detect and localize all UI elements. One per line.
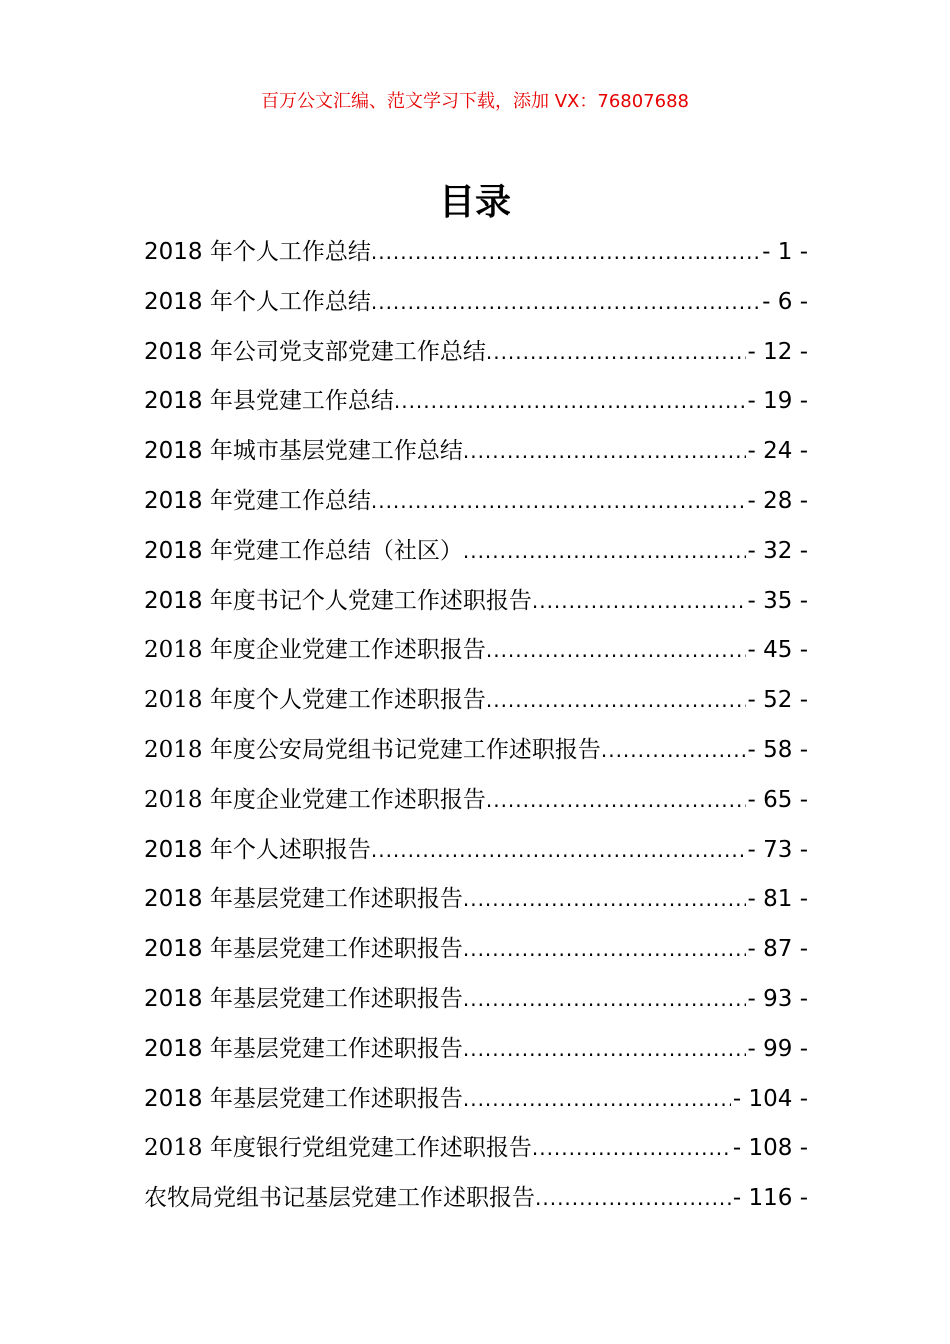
toc-entry-title: 2018 年基层党建工作述职报告 [144,886,463,913]
toc-entry-title: 2018 年县党建工作总结 [144,388,394,415]
toc-entry[interactable] [144,233,808,283]
toc-entry-page: - 35 - [747,587,808,614]
toc-leader-dots [463,930,746,968]
toc-entry-title: 2018 年党建工作总结 [144,487,371,514]
toc-entry-title: 2018 年基层党建工作述职报告 [144,1085,463,1112]
toc-entry[interactable] [144,781,808,831]
toc-entry-page: - 73 - [747,836,808,863]
toc-entry-title: 2018 年个人工作总结 [144,239,371,265]
toc-entry-page: - 12 - [747,338,808,365]
toc-entry-page: - 45 - [747,637,808,664]
toc-leader-dots [394,382,746,420]
toc-entry[interactable] [144,1080,808,1130]
toc-entry[interactable] [144,980,808,1030]
toc-leader-dots [532,1129,731,1167]
toc-leader-dots [486,631,746,669]
toc-leader-dots [371,482,746,520]
toc-entry[interactable] [144,333,808,383]
toc-entry[interactable] [144,382,808,432]
toc-entry-title: 2018 年基层党建工作述职报告 [144,936,463,963]
toc-leader-dots [463,532,746,570]
toc-leader-dots [535,1179,731,1217]
toc-leader-dots [463,1080,731,1118]
toc-entry-page: - 99 - [747,1035,808,1062]
toc-entry-page: - 93 - [747,985,808,1012]
toc-entry[interactable] [144,532,808,582]
toc-entry[interactable] [144,432,808,482]
toc-entry[interactable] [144,930,808,980]
toc-entry-page: - 116 - [732,1185,808,1212]
toc-entry-page: - 87 - [747,936,808,963]
toc-entry[interactable] [144,1030,808,1080]
toc-entry-title: 2018 年度银行党组党建工作述职报告 [144,1135,532,1162]
toc-entry-page: - 6 - [762,288,808,315]
toc-entry-title: 2018 年基层党建工作述职报告 [144,1035,463,1062]
toc-entry-title: 农牧局党组书记基层党建工作述职报告 [144,1185,535,1212]
toc-leader-dots [601,731,746,769]
toc-entry-page: - 24 - [747,438,808,465]
toc-entry-title: 2018 年度个人党建工作述职报告 [144,687,486,714]
toc-leader-dots [463,980,746,1018]
toc-leader-dots [463,1030,746,1068]
toc-entry[interactable] [144,631,808,681]
toc-entry-page: - 1 - [762,239,808,265]
toc-entry[interactable] [144,880,808,930]
toc-leader-dots [463,880,746,918]
toc-entry-title: 2018 年个人述职报告 [144,836,371,863]
toc-entry-page: - 108 - [732,1135,808,1162]
toc-entry-title: 2018 年度企业党建工作述职报告 [144,786,486,813]
toc-leader-dots [371,233,760,271]
toc-entry[interactable] [144,482,808,532]
toc-entry-page: - 65 - [747,786,808,813]
header-contact-note: 百万公文汇编、范文学习下载，添加 VX：76807688 [261,91,689,112]
toc-leader-dots [371,283,760,321]
toc-entry-title: 2018 年党建工作总结（社区） [144,537,463,564]
toc-entry-page: - 28 - [747,487,808,514]
toc-leader-dots [486,333,746,371]
toc-entry-page: - 104 - [732,1085,808,1112]
toc-entry-title: 2018 年度公安局党组书记党建工作述职报告 [144,736,601,763]
toc-entry[interactable] [144,582,808,632]
toc-entry[interactable] [144,283,808,333]
toc-entry-title: 2018 年公司党支部党建工作总结 [144,338,486,365]
table-of-contents [144,233,808,1229]
toc-entry-title: 2018 年度企业党建工作述职报告 [144,637,486,664]
toc-entry-page: - 58 - [747,736,808,763]
toc-leader-dots [486,781,746,819]
toc-entry-title: 2018 年个人工作总结 [144,288,371,315]
toc-entry-page: - 32 - [747,537,808,564]
toc-entry[interactable] [144,1179,808,1229]
toc-title: 目录 [438,182,511,223]
toc-entry-page: - 81 - [747,886,808,913]
toc-entry-page: - 52 - [747,687,808,714]
toc-leader-dots [463,432,746,470]
toc-leader-dots [532,582,746,620]
toc-entry[interactable] [144,1129,808,1179]
toc-leader-dots [486,681,746,719]
toc-entry-title: 2018 年度书记个人党建工作述职报告 [144,587,532,614]
toc-entry-page: - 19 - [747,388,808,415]
toc-entry-title: 2018 年城市基层党建工作总结 [144,438,463,465]
toc-leader-dots [371,831,746,869]
toc-entry[interactable] [144,681,808,731]
toc-entry[interactable] [144,731,808,781]
toc-entry[interactable] [144,831,808,881]
toc-entry-title: 2018 年基层党建工作述职报告 [144,985,463,1012]
